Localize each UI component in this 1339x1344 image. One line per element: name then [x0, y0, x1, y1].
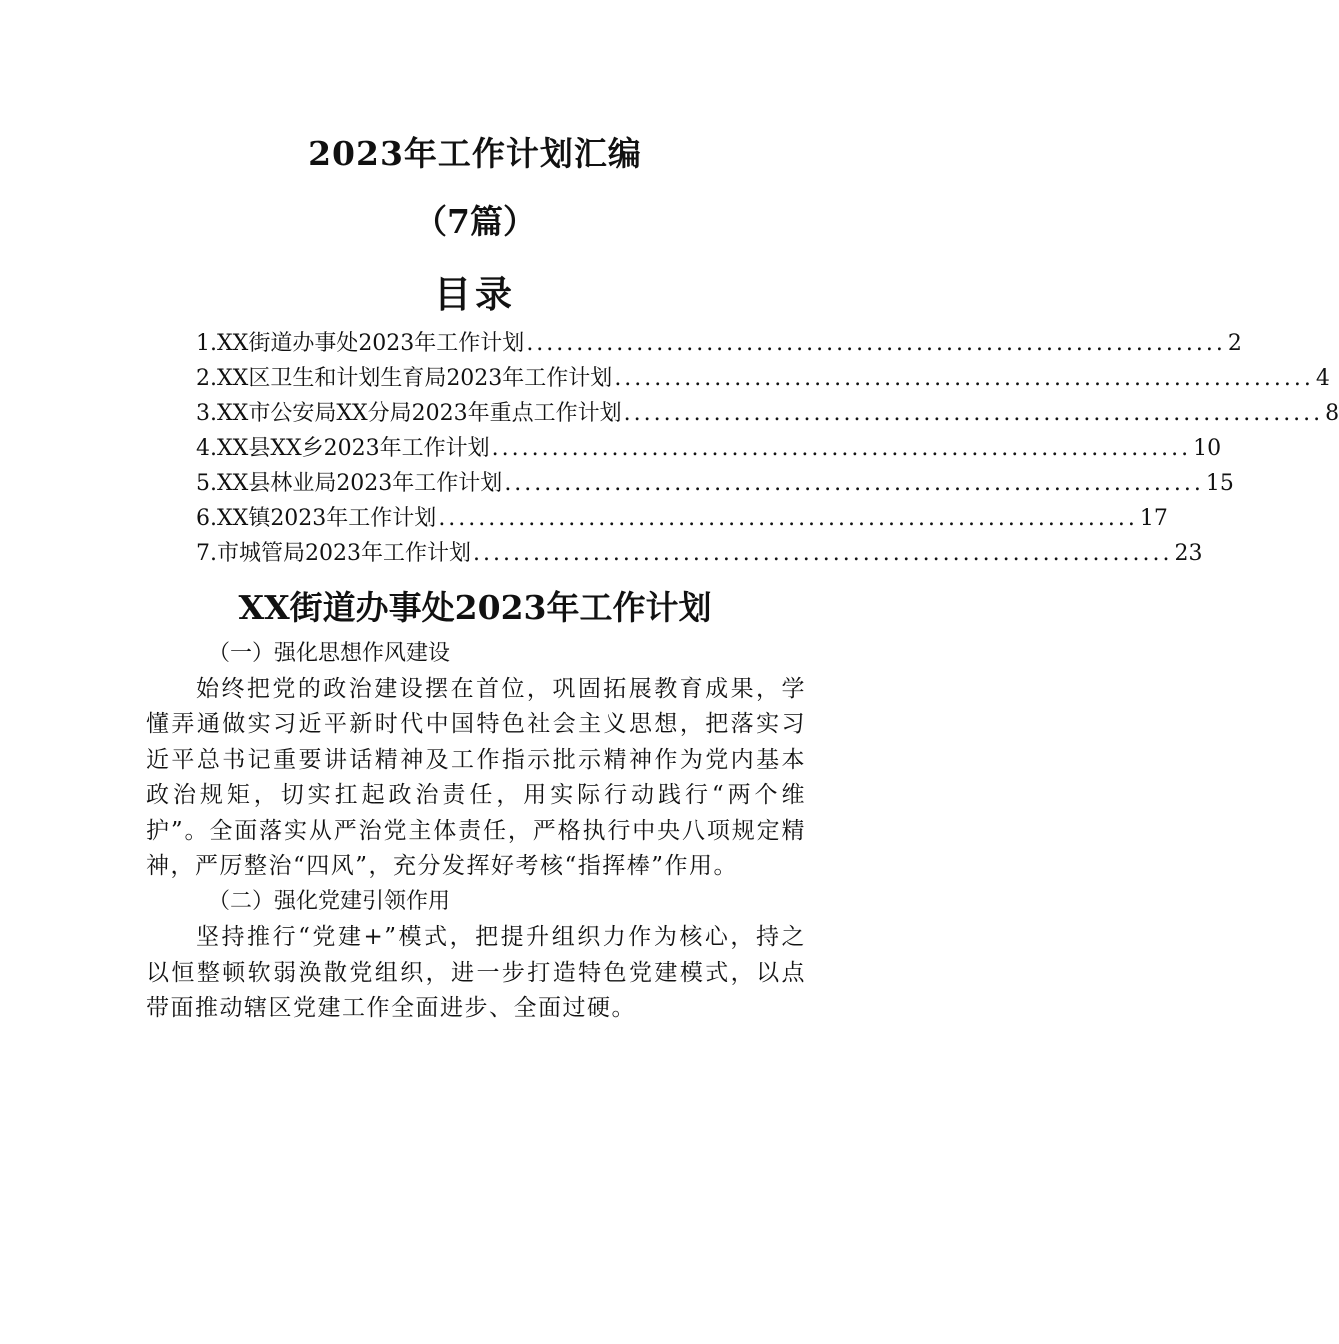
toc-item[interactable]: [196, 326, 1242, 361]
body-paragraph: 坚持推行“党建+”模式，把提升组织力作为核心，持之以恒整顿软弱涣散党组织，进一步打造特色党建模式，以点带面推动辖区党建工作全面进步、全面过硬。: [146, 924, 806, 1022]
toc-leader-dots: ......................................................................: [504, 471, 1204, 496]
toc-item-page: 8: [1325, 401, 1339, 426]
toc-item-label: 3.XX市公安局XX分局2023年重点工作计划: [196, 401, 622, 426]
toc-item-page: 23: [1174, 541, 1203, 566]
toc-item-label: 6.XX镇2023年工作计划: [196, 506, 437, 531]
sub-heading: （二）强化党建引领作用: [208, 889, 451, 915]
body-paragraph: 始终把党的政治建设摆在首位，巩固拓展教育成果，学懂弄通做实习近平新时代中国特色社会主义思想，把落实习近平总书记重要讲话精神及工作指示批示精神作为党内基本政治规矩，切实扛起政治责任，用实际行动践行“两个维护”。全面落实从严治党主体责任，严格执行中央八项规定精神，严厉整治“四风”，充分发挥好考核“指挥棒”作用。: [146, 676, 806, 880]
toc-item-label: 4.XX县XX乡2023年工作计划: [196, 436, 490, 461]
toc-item[interactable]: [196, 466, 1234, 501]
toc-leader-dots: ......................................................................: [491, 436, 1192, 461]
toc-item-label: 1.XX街道办事处2023年工作计划: [196, 331, 525, 356]
section-body: [146, 636, 806, 1027]
toc-item-label: 5.XX县林业局2023年工作计划: [196, 471, 503, 496]
toc-leader-dots: ......................................................................: [623, 401, 1324, 426]
toc-leader-dots: ......................................................................: [438, 506, 1138, 531]
document-title: 2023年工作计划汇编: [308, 134, 642, 173]
sub-heading: （一）强化思想作风建设: [208, 641, 451, 666]
toc-item-label: 7.市城管局2023年工作计划: [196, 541, 471, 566]
toc-item[interactable]: [196, 396, 1339, 431]
toc-item[interactable]: [196, 536, 1203, 571]
toc-item-page: 10: [1193, 436, 1222, 461]
table-of-contents: [196, 326, 1339, 571]
toc-item[interactable]: [196, 431, 1222, 466]
toc-item-page: 15: [1205, 471, 1234, 496]
toc-item[interactable]: [196, 361, 1330, 396]
toc-item-page: 2: [1227, 331, 1242, 356]
toc-leader-dots: ......................................................................: [526, 331, 1226, 356]
toc-heading: 目录: [434, 272, 516, 316]
toc-leader-dots: ......................................................................: [472, 541, 1173, 566]
section-title: XX街道办事处2023年工作计划: [238, 588, 712, 627]
toc-leader-dots: ......................................................................: [614, 366, 1314, 391]
toc-item[interactable]: [196, 501, 1168, 536]
toc-item-label: 2.XX区卫生和计划生育局2023年工作计划: [196, 366, 613, 391]
toc-item-page: 17: [1139, 506, 1168, 531]
document-subtitle: （7篇）: [414, 202, 536, 241]
toc-item-page: 4: [1315, 366, 1330, 391]
